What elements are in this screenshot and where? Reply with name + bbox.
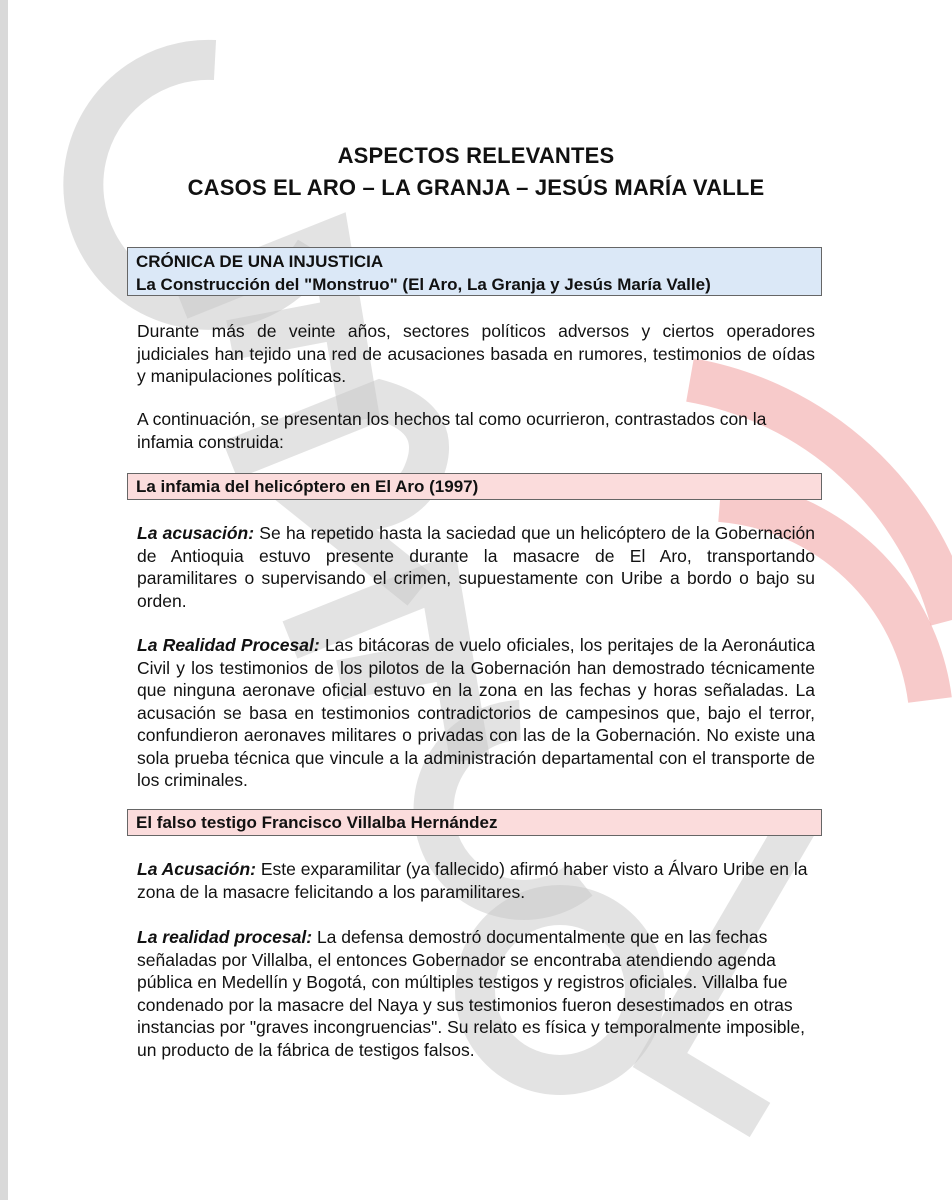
header-box-title: CRÓNICA DE UNA INJUSTICIA	[136, 252, 384, 271]
header-box-subtitle: La Construcción del "Monstruo" (El Aro, La Granja y Jesús María Valle)	[136, 275, 711, 294]
reality-label: La Realidad Procesal:	[137, 635, 320, 655]
intro-paragraph: Durante más de veinte años, sectores políticos adversos y ciertos operadores judiciales han tejido una red de acusaciones basada en rumores, testimonios de oídas y manipulaciones políticas.	[137, 321, 815, 386]
section-1-accusation	[137, 522, 815, 612]
reality-label: La realidad procesal:	[137, 927, 313, 947]
section-2-accusation	[137, 858, 815, 903]
transition-paragraph: A continuación, se presentan los hechos tal como ocurrieron, contrastados con la infamia construida:	[137, 409, 767, 452]
accusation-label: La acusación:	[137, 523, 255, 543]
header-box	[127, 247, 822, 296]
reality-text: Las bitácoras de vuelo oficiales, los peritajes de la Aeronáutica Civil y los testimonios de los pilotos de la Gobernación han demostrado técnicamente que ninguna aeronave oficial estuvo en la zona en las fechas y horas señaladas. La acusación se basa en testimonios contradictorios de campesinos que, bajo el terror, confundieron aeronaves militares o privadas con las de la Gobernación. No existe una sola prueba técnica que vincule a la administración departamental con el transporte de los criminales.	[137, 635, 815, 790]
section-1-reality	[137, 634, 815, 792]
accusation-text: Se ha repetido hasta la saciedad que un helicóptero de la Gobernación de Antioquia estuvo presente durante la masacre de El Aro, transportando paramilitares o supervisando el crimen, supuestamente con Uribe a bordo o bajo su orden.	[137, 523, 815, 611]
reality-text: La defensa demostró documentalmente que en las fechas señaladas por Villalba, el entonces Gobernador se encontraba atendiendo agenda pública en Medellín y Bogotá, con múltiples testigos y registros oficiales. Villalba fue condenado por la masacre del Naya y sus testimonios fueron desestimados en otras instancias por "graves incongruencias". Su relato es física y temporalmente imposible, un producto de la fábrica de testigos falsos.	[137, 927, 806, 1060]
section-heading-helicopter: La infamia del helicóptero en El Aro (1997)	[127, 473, 822, 500]
accusation-label: La Acusación:	[137, 859, 256, 879]
section-2-reality	[137, 926, 815, 1061]
page-title-line-1: ASPECTOS RELEVANTES	[337, 143, 615, 168]
accusation-text: Este exparamilitar (ya fallecido) afirmó haber visto a Álvaro Uribe en la zona de la masacre felicitando a los paramilitares.	[137, 859, 808, 902]
page-title-line-2: CASOS EL ARO – LA GRANJA – JESÚS MARÍA VALLE	[187, 175, 765, 200]
section-heading-false-witness: El falso testigo Francisco Villalba Hernández	[127, 809, 822, 836]
